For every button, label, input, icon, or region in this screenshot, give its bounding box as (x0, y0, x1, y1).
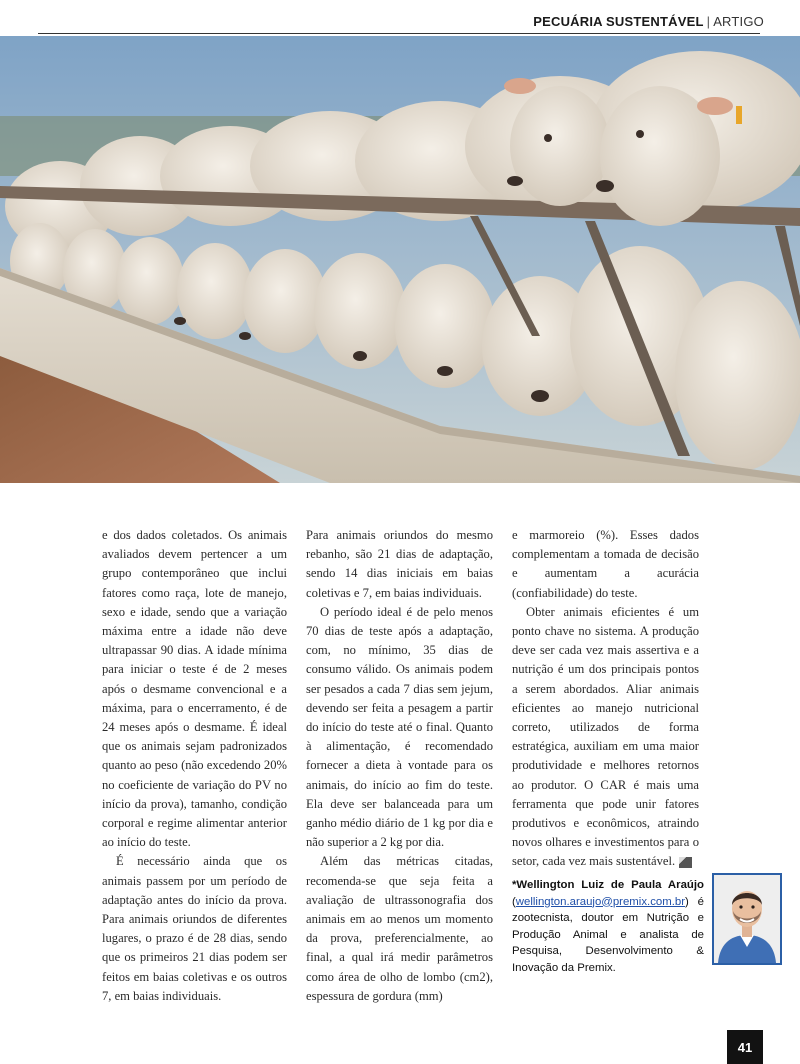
author-description: é zootecnista, doutor em Nutrição e Produção Animal e analista de Pesquisa, Desenvolvimento & Inovação da Premix. (512, 895, 704, 974)
paragraph-text: Obter animais eficientes é um ponto chave no sistema. A produção deve ser cada vez mais assertiva e a nutrição é um dos principais pontos a serem abordados. Aliar animais eficientes ao manejo nutricional correto, utilizados de forma estratégica, auxiliam em uma maior produtividade e melhores retornos ao produtor. O CAR é mais uma ferramenta que pode unir fatores produtivos e econômicos, atraindo novos olhares e investimentos para o setor, cada vez mais sustentável. (512, 604, 699, 869)
section-header (533, 14, 764, 29)
article-type: ARTIGO (713, 14, 764, 29)
article-column-1 (102, 526, 287, 1006)
author-bio: *Wellington Luiz de Paula Araújo (wellington.araujo@premix.com.br) é zootecnista, doutor em Nutrição e Produção Animal e analista de Pesquisa, Desenvolvimento & Inovação da Premix. (512, 879, 704, 974)
paragraph: Além das métricas citadas, recomenda-se que seja feita a avaliação de ultrassonografia dos animais em ao menos um momento da prova, preferencialmente, ao final, a qual irá medir parâmetros como área de olho de lombo (cm2), espessura de gordura (mm) (306, 854, 493, 1003)
paragraph: e dos dados coletados. Os animais avaliados devem pertencer a um grupo contemporâneo que inclui fatores como raça, lote de manejo, sexo e idade, sendo que a variação máxima entre a idade não deve ultrapassar 90 dias. A idade mínima para iniciar o teste é de 2 meses após o desmame convencional e a máxima, para o encerramento, é de 24 meses após o desmame. É ideal que os animais sejam padronizados quanto ao peso (não excedendo 20% no coeficiente de variação do PV no início da prova), tamanho, condição corporal e regime alimentar anterior ao início do teste. (102, 528, 287, 850)
cattle-photo (0, 36, 800, 483)
paragraph: O período ideal é de pelo menos 70 dias de teste após a adaptação, com, no mínimo, 35 dias de consumo válido. Os animais podem ser pesados a cada 7 dias sem jejum, devendo ser feita a pesagem a partir do início do teste até o final. Quanto à alimentação, é recomendado fornecer a dieta à vontade para os animais, do início ao fim do teste. Ela deve ser balanceada para um ganho médio diário de 1 kg por dia e não superior a 2 kg por dia. (306, 604, 493, 850)
paragraph: Para animais oriundos do mesmo rebanho, são 21 dias de adaptação, sendo 14 dias iniciais em baias coletivas e 7, em baias individuais. (306, 528, 493, 600)
section-name: PECUÁRIA SUSTENTÁVEL (533, 14, 704, 29)
article-column-2 (306, 526, 493, 1006)
page-number: 41 (727, 1030, 763, 1064)
author-email-link[interactable]: wellington.araujo@premix.com.br (515, 895, 685, 908)
end-of-article-icon (679, 857, 692, 868)
header-rule (38, 33, 760, 34)
paragraph: e marmoreio (%). Esses dados complementam a tomada de decisão e aumentam a acurácia (confiabilidade) do teste. (512, 528, 699, 600)
author-name: *Wellington Luiz de Paula Araújo (512, 879, 704, 891)
closing-paragraph (512, 603, 699, 872)
paragraph: É necessário ainda que os animais passem por um período de adaptação antes do início da prova. Para animais oriundos de diferentes lugares, o prazo é de 28 dias, sendo que os primeiros 21 dias podem ser feitos em baias coletivas e os outros 7, em baias individuais. (102, 854, 287, 1003)
author-portrait (712, 873, 782, 965)
article-column-3 (512, 526, 699, 872)
header-separator: | (706, 14, 711, 29)
